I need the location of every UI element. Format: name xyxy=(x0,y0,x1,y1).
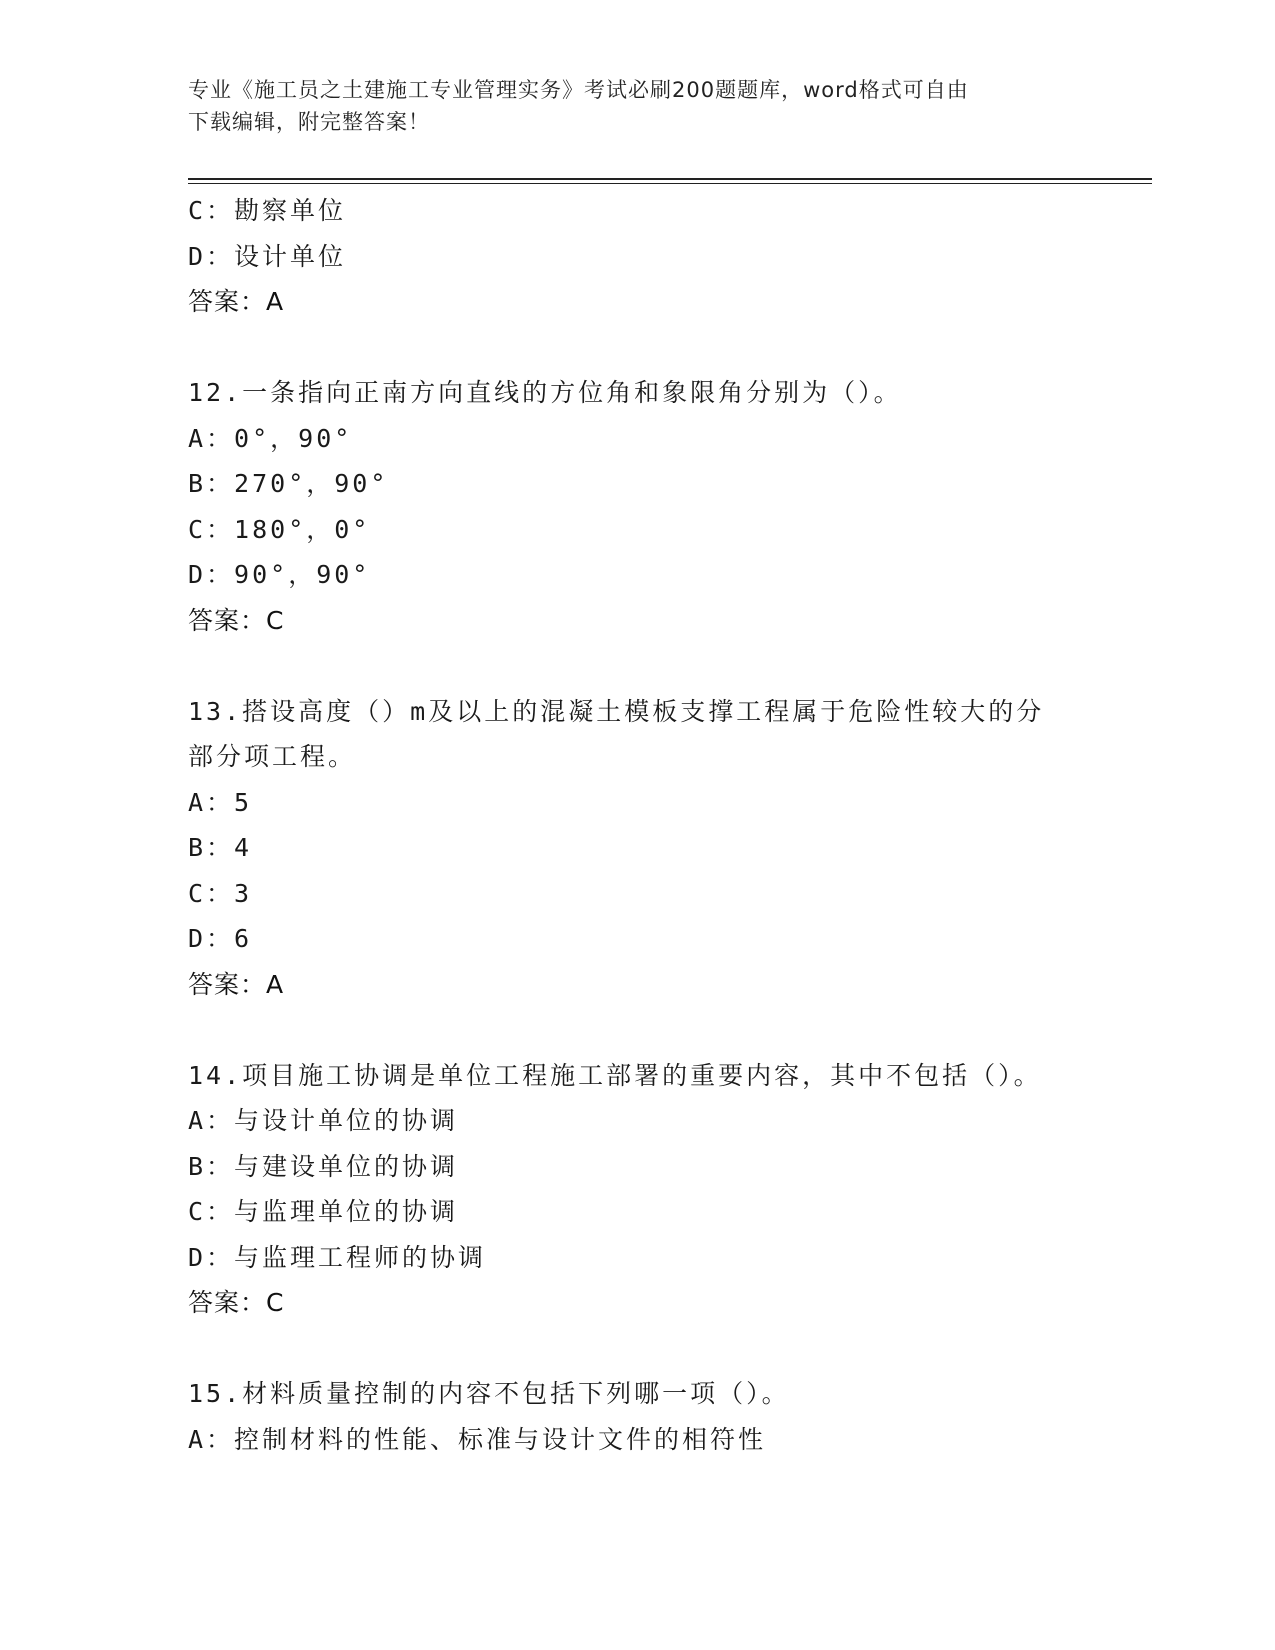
option-c: C：与监理单位的协调 xyxy=(188,1197,459,1226)
option-c: C：180°，0° xyxy=(188,514,371,544)
question-14 xyxy=(188,1053,1088,1326)
question-text-line-2: 部分项工程。 xyxy=(188,742,357,771)
answer: 答案：A xyxy=(188,969,285,999)
header-rule-thick xyxy=(188,178,1152,180)
option-b: B：4 xyxy=(188,833,253,862)
header-line-2: 下载编辑，附完整答案！ xyxy=(188,110,430,134)
option-a: A：控制材料的性能、标准与设计文件的相符性 xyxy=(188,1424,767,1454)
question-text: 12.一条指向正南方向直线的方位角和象限角分别为（）。 xyxy=(188,378,902,407)
question-text: 15.材料质量控制的内容不包括下列哪一项（）。 xyxy=(188,1379,790,1408)
question-15 xyxy=(188,1371,1088,1462)
option-a: A：0°，90° xyxy=(188,423,353,453)
document-header xyxy=(188,74,1088,138)
question-text: 14.项目施工协调是单位工程施工部署的重要内容，其中不包括（）。 xyxy=(188,1060,1042,1090)
option-d: D：设计单位 xyxy=(188,241,347,271)
question-12 xyxy=(188,370,1088,643)
spacer xyxy=(188,643,1088,689)
option-d: D：90°，90° xyxy=(188,560,371,589)
option-a: A：与设计单位的协调 xyxy=(188,1106,459,1135)
question-text-line-1: 13.搭设高度（）m及以上的混凝土模板支撑工程属于危险性较大的分 xyxy=(188,696,1045,726)
option-d: D：6 xyxy=(188,924,253,953)
spacer xyxy=(188,1326,1088,1372)
option-c: C：3 xyxy=(188,878,253,908)
question-list xyxy=(188,188,1088,1462)
spacer xyxy=(188,1007,1088,1053)
option-b: B：与建设单位的协调 xyxy=(188,1151,459,1181)
header-rule-thin xyxy=(188,183,1152,184)
option-b: B：270°，90° xyxy=(188,469,389,498)
answer: 答案：C xyxy=(188,1288,285,1317)
question-13 xyxy=(188,689,1088,1008)
question-11-tail xyxy=(188,188,1088,325)
header-line-1: 专业《施工员之土建施工专业管理实务》考试必刷200题题库，word格式可自由 xyxy=(188,78,969,102)
answer: 答案：A xyxy=(188,287,285,316)
answer: 答案：C xyxy=(188,605,285,635)
option-c: C：勘察单位 xyxy=(188,196,347,225)
option-d: D：与监理工程师的协调 xyxy=(188,1242,487,1272)
spacer xyxy=(188,325,1088,371)
option-a: A：5 xyxy=(188,787,253,817)
